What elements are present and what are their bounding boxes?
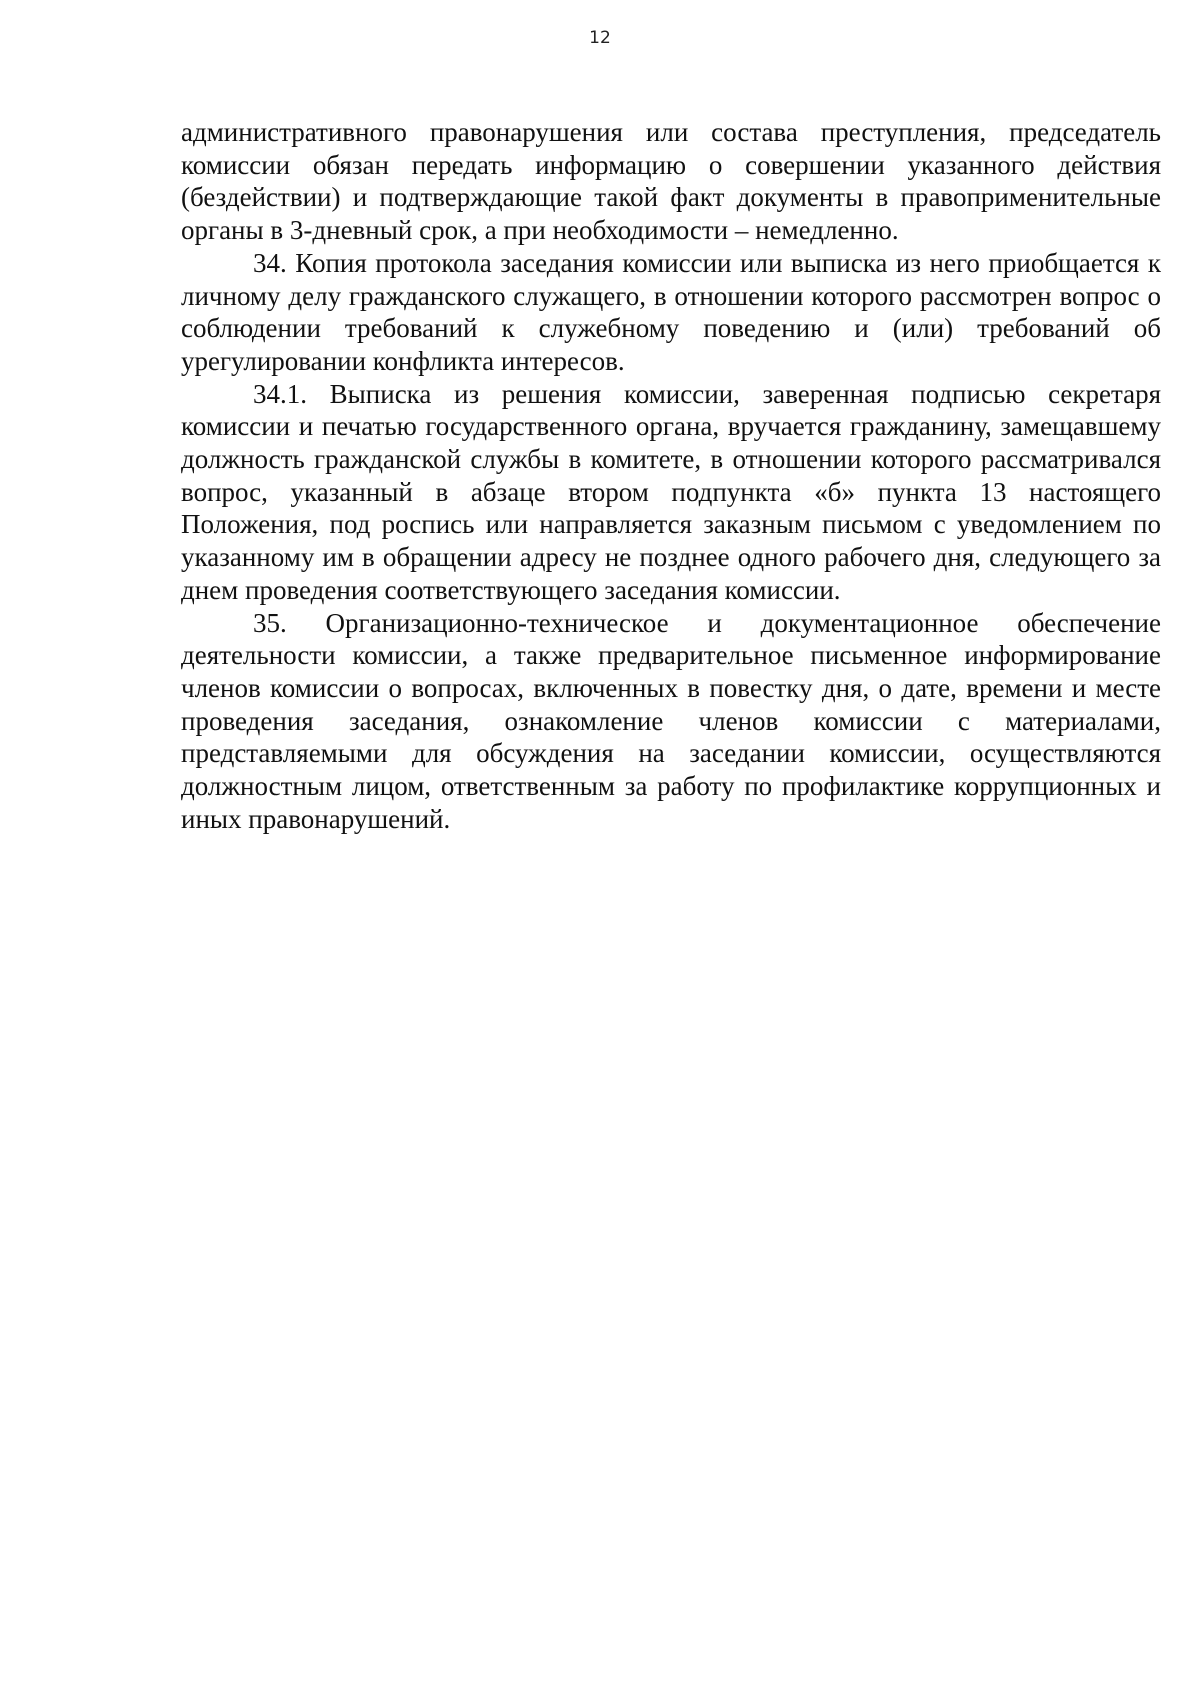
paragraph-35: 35. Организационно-техническое и документационное обеспечение деятельности комиссии, а также предварительное письменное информирование членов комиссии о вопросах, включенных в повестку дня, о дате, времени и месте проведения заседания, ознакомление членов комиссии с материалами, представляемыми для обсуждения на заседании комиссии, осуществляются должностным лицом, ответственным за работу по профилактике коррупционных и иных правонарушений. — [181, 607, 1161, 834]
paragraph-continuation: административного правонарушения или состава преступления, председатель комиссии обязан передать информацию о совершении указанного действия (бездействии) и подтверждающие такой факт документы в правоприменительные органы в 3-дневный срок, а при необходимости – немедленно. — [181, 117, 1161, 246]
document-body — [181, 116, 1161, 835]
paragraph-34: 34. Копия протокола заседания комиссии или выписка из него приобщается к личному делу гражданского служащего, в отношении которого рассмотрен вопрос о соблюдении требований к служебному поведению и (или) требований об урегулировании конфликта интересов. — [181, 247, 1161, 376]
page-number: 12 — [589, 28, 611, 48]
paragraph-34-1: 34.1. Выписка из решения комиссии, заверенная подписью секретаря комиссии и печатью государственного органа, вручается гражданину, замещавшему должность гражданской службы в комитете, в отношении которого рассматривался вопрос, указанный в абзаце втором подпункта «б» пункта 13 настоящего Положения, под роспись или направляется заказным письмом с уведомлением по указанному им в обращении адресу не позднее одного рабочего дня, следующего за днем проведения соответствующего заседания комиссии. — [181, 378, 1161, 605]
